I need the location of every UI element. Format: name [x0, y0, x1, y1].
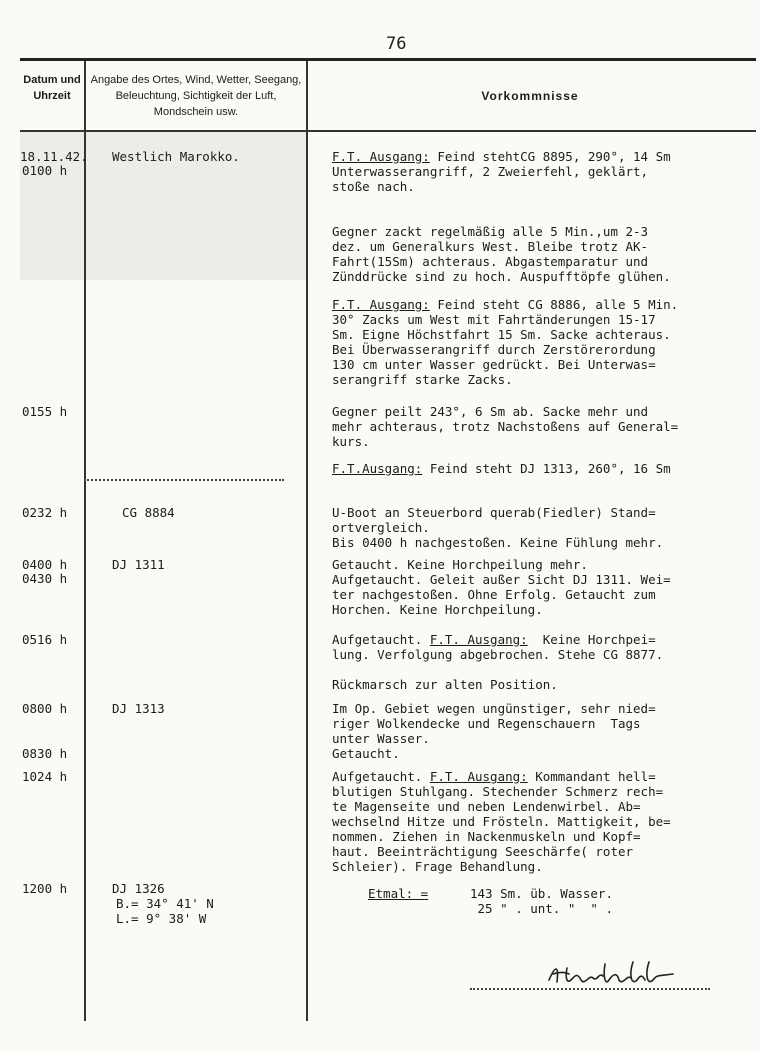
time-0516: 0516 h [22, 632, 68, 647]
ft-ausgang-label: F.T. Ausgang: [332, 297, 430, 312]
ft-ausgang-label: F.T. Ausgang: [332, 149, 430, 164]
header-rule [20, 130, 756, 132]
entry-ft-dj1313 [332, 461, 756, 476]
entry-zacks: Gegner zackt regelmäßig alle 5 Min.,um 2-3 dez. um Generalkurs West. Bleibe trotz AK- Fahrt(15Sm) achteraus. Abgastemparatur und Zünddrücke sind zu hoch. Auspufftöpfe glühen. [332, 224, 671, 284]
entry-text: Feind steht CG 8886, alle 5 Min. 30° Zacks um West mit Fahrtänderungen 15-17 Sm. Eigne Höchstfahrt 15 Sm. Sacke achteraus. Bei Überwasserangriff durch Zerstörerordung 130 cm unter Wasser gedrückt. Bei Unterwas= serangriff starke Zacks. [332, 297, 679, 387]
entry-text: Feind steht DJ 1313, 260°, 16 Sm [422, 461, 671, 476]
entry-0155: Gegner peilt 243°, 6 Sm ab. Sacke mehr und mehr achteraus, trotz Nachstoßens auf General= kurs. [332, 404, 679, 449]
entry-0232: U-Boot an Steuerbord querab(Fiedler) Stand= ortvergleich. Bis 0400 h nachgestoßen. Keine Fühlung mehr. [332, 505, 664, 550]
entry-0800: Im Op. Gebiet wegen ungünstiger, sehr nied= riger Wolkendecke und Regenschauern Tags unter Wasser. Getaucht. [332, 701, 656, 761]
header-events: Vorkommnisse [481, 89, 579, 103]
entry-text: Keine Horchpei= lung. Verfolgung abgebrochen. Stehe CG 8877. [332, 632, 664, 662]
dotted-separator [84, 479, 284, 481]
entry-text: Aufgetaucht. [332, 632, 430, 647]
header-date-time: Datum und Uhrzeit [23, 74, 81, 102]
time-0155: 0155 h [22, 404, 68, 419]
place-dj-1326: DJ 1326 [112, 881, 165, 896]
place-cg-8884: CG 8884 [122, 505, 175, 520]
time-0400: 0400 h [22, 557, 68, 572]
ft-ausgang-label: F.T. Ausgang: [429, 769, 528, 784]
handwritten-signature [545, 958, 680, 992]
time-1024: 1024 h [22, 769, 68, 784]
column-divider-2 [306, 61, 308, 1021]
entry-ft-cg8886 [332, 297, 756, 387]
ft-ausgang-label: F.T. Ausgang: [429, 632, 528, 647]
etmal-above-water: 143 Sm. üb. Wasser. [470, 886, 613, 901]
column-divider-1 [84, 61, 86, 1021]
top-rule [20, 58, 756, 61]
time-1200: 1200 h [22, 881, 68, 896]
signature-dotted-line [470, 988, 710, 990]
entry-text: Aufgetaucht. [332, 769, 430, 784]
entry-text: Kommandant hell= blutigen Stuhlgang. Stechender Schmerz rech= te Magenseite und neben Lendenwirbel. Ab= wechselnd Hitze und Frösteln. Mattigkeit, be= nommen. Ziehen in Nackenmuskeln und Kopf= haut. Beeinträchtigung Seeschärfe( roter Schleier). Frage Behandlung. [332, 769, 671, 874]
entry-rueckmarsch: Rückmarsch zur alten Position. [332, 677, 558, 692]
entry-text: Feind stehtCG 8895, 290°, 14 Sm Unterwasserangriff, 2 Zweierfehl, geklärt, stoße nach. [332, 149, 671, 194]
etmal-label: Etmal: = [368, 886, 429, 901]
position-latitude: B.= 34° 41' N [116, 896, 214, 911]
time-0232: 0232 h [22, 505, 68, 520]
place-dj-1313: DJ 1313 [112, 701, 165, 716]
header-location-weather: Angabe des Ortes, Wind, Wetter, Seegang, Beleuchtung, Sichtigkeit der Luft, Mondschein usw. [90, 74, 302, 118]
position-longitude: L.= 9° 38' W [116, 911, 207, 926]
time-0100: 0100 h [22, 163, 68, 178]
etmal-under-water: 25 " . unt. " " . [470, 901, 613, 916]
place-westlich-marokko: Westlich Marokko. [112, 149, 240, 164]
page-number: 76 [386, 34, 407, 54]
time-0830: 0830 h [22, 746, 68, 761]
ft-ausgang-label: F.T.Ausgang: [332, 461, 423, 476]
time-0430: 0430 h [22, 571, 68, 586]
date-entry: 18.11.42. [20, 149, 88, 164]
entry-1024 [332, 769, 756, 874]
time-0800: 0800 h [22, 701, 68, 716]
place-dj-1311: DJ 1311 [112, 557, 165, 572]
entry-0100 [332, 149, 756, 194]
entry-0516 [332, 632, 756, 662]
entry-0400: Getaucht. Keine Horchpeilung mehr. Aufgetaucht. Geleit außer Sicht DJ 1311. Wei= ter nachgestoßen. Ohne Erfolg. Getaucht zum Horchen. Keine Horchpeilung. [332, 557, 671, 617]
